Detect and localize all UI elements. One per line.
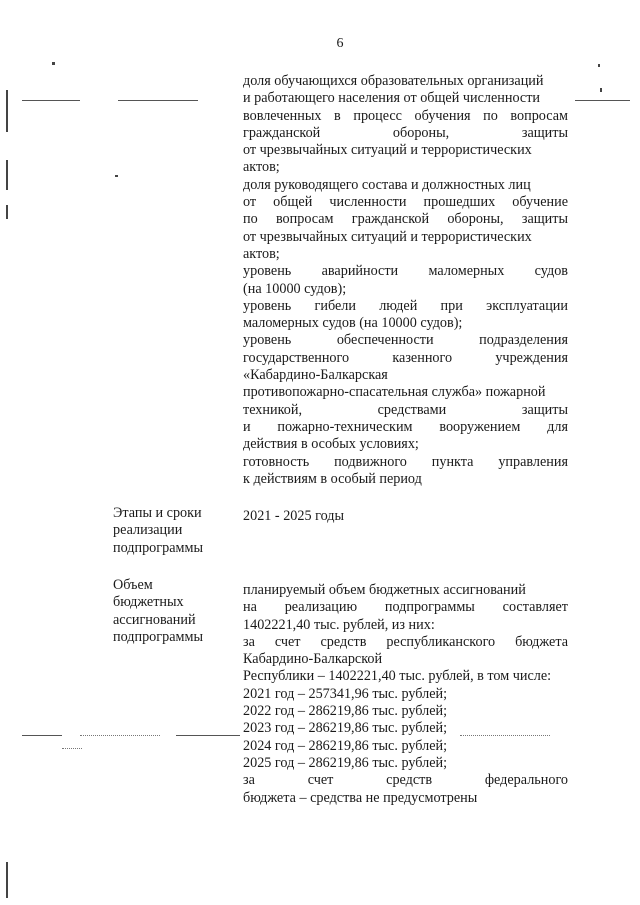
scan-mark [6, 205, 8, 219]
text-line: от общей численности прошедших обучение [243, 194, 568, 211]
label-line: Объем [113, 577, 153, 593]
text-line: от чрезвычайных ситуаций и террористических [243, 142, 532, 159]
text-line: за счет средств федерального [243, 772, 568, 789]
stages-label [113, 505, 228, 557]
text-line: 2024 год – 286219,86 тыс. рублей; [243, 737, 448, 754]
text-line: вовлеченных в процесс обучения по вопросам [243, 107, 568, 124]
scan-mark [6, 160, 8, 190]
table-border-fragment [118, 100, 198, 101]
scan-mark [6, 90, 8, 132]
table-border-fragment [575, 100, 630, 101]
text-line: гражданской обороны, защиты [243, 124, 568, 141]
text-line: 2022 год – 286219,86 тыс. рублей; [243, 703, 448, 720]
scan-mark [6, 862, 8, 898]
text-line: техникой, средствами защиты [243, 401, 568, 418]
text-line: и пожарно-техническим вооружением для [243, 418, 568, 435]
table-border-fragment [62, 748, 82, 749]
label-line: подпрограммы [113, 628, 203, 645]
scan-mark [600, 88, 602, 92]
text-line: бюджета – средства не предусмотрены [243, 789, 478, 806]
scan-mark [52, 62, 55, 65]
label-line: подпрограммы [113, 539, 203, 556]
text-line: и работающего населения от общей численности [243, 90, 540, 107]
text-line: готовность подвижного пункта управления [243, 453, 568, 470]
text-line: уровень аварийности маломерных судов [243, 263, 568, 280]
label-line: реализации [113, 522, 183, 539]
text-line: 2023 год – 286219,86 тыс. рублей; [243, 720, 448, 737]
text-line: государственного казенного учреждения [243, 349, 568, 366]
text-line: за счет средств республиканского бюджета [243, 633, 568, 650]
text-line: (на 10000 судов); [243, 280, 347, 297]
text-line: актов; [243, 245, 280, 262]
text-line: актов; [243, 159, 280, 176]
table-border-fragment [80, 735, 160, 736]
label-line: Этапы и сроки [113, 505, 202, 521]
text-line: уровень обеспеченности подразделения [243, 332, 568, 349]
text-line: Кабардино-Балкарской [243, 651, 383, 668]
label-line: ассигнований [113, 611, 196, 628]
text-line: действия в особых условиях; [243, 436, 419, 453]
scan-mark [115, 175, 118, 177]
table-border-fragment [176, 735, 240, 736]
text-line: 1402221,40 тыс. рублей, из них: [243, 616, 435, 633]
text-line: 2025 год – 286219,86 тыс. рублей; [243, 754, 448, 771]
text-line: «Кабардино-Балкарская [243, 367, 388, 384]
text-line: доля обучающихся образовательных организаций [243, 73, 544, 89]
table-border-fragment [22, 100, 80, 101]
text-line: от чрезвычайных ситуаций и террористических [243, 228, 532, 245]
text-line: по вопросам гражданской обороны, защиты [243, 211, 568, 228]
indicators-text [243, 73, 568, 488]
text-line: доля руководящего состава и должностных лиц [243, 176, 531, 193]
budget-label [113, 577, 228, 646]
text-line: на реализацию подпрограммы составляет [243, 599, 568, 616]
page-number: 6 [336, 36, 344, 51]
text-line: планируемый объем бюджетных ассигнований [243, 582, 526, 598]
text-line: маломерных судов (на 10000 судов); [243, 315, 463, 332]
text-line: уровень гибели людей при эксплуатации [243, 297, 568, 314]
text-line: Республики – 1402221,40 тыс. рублей, в том числе: [243, 668, 552, 685]
text-line: 2021 - 2025 годы [243, 508, 345, 524]
text-line: противопожарно-спасательная служба» пожарной [243, 384, 546, 401]
stages-value [243, 508, 568, 525]
table-border-fragment [22, 735, 62, 736]
text-line: к действиям в особый период [243, 470, 422, 487]
budget-text [243, 582, 568, 807]
label-line: бюджетных [113, 594, 184, 611]
text-line: 2021 год – 257341,96 тыс. рублей; [243, 685, 448, 702]
scan-mark [598, 64, 600, 67]
